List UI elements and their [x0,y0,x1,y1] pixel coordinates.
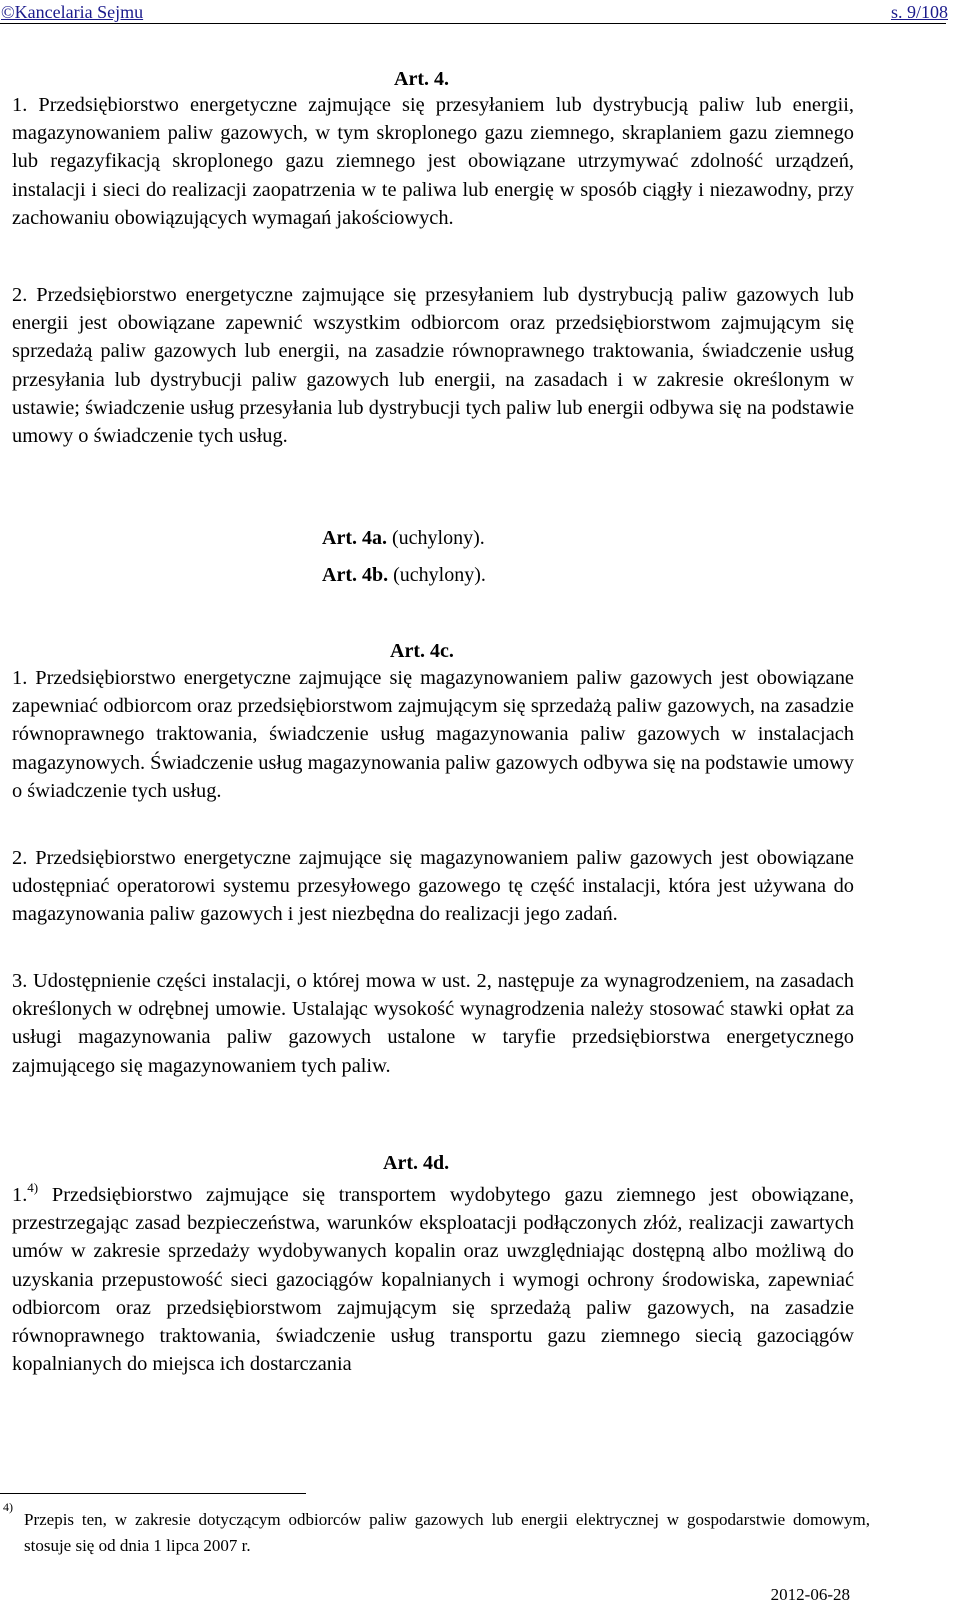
art-4d-title: Art. 4d. [383,1152,450,1174]
header-divider [0,23,946,24]
footnote: 4) Przepis ten, w zakresie dotyczącym odbiorców paliw gazowych lub energii elektrycznej w gospodarstwie domowym, stosuje się od dnia 1 lipca 2007 r. [0,1507,870,1559]
art-4d-paragraph-1 [12,1181,854,1378]
art-4c-title: Art. 4c. [390,640,454,662]
paragraph-text: Przedsiębiorstwo energetyczne zajmujące się przesyłaniem lub dystrybucją paliw lub energii, magazynowaniem paliw gazowych, w tym skroplonego gazu ziemnego, skraplaniem gazu ziemnego lub regazyfikacją skroplonego gazu ziemnego jest obowiązane utrzymywać zdolność urządzeń, instalacji i sieci do realizacji zaopatrzenia w te paliwa lub energię w sposób ciągły i niezawodny, przy zachowaniu obowiązujących wymagań jakościowych. [12,94,854,229]
paragraph-number: 1. [12,94,28,116]
art-4-paragraph-2 [12,281,854,450]
art-4c-paragraph-2 [12,844,854,929]
paragraph-number: 2. [12,284,28,306]
paragraph-number: 1. [12,667,28,689]
article-label: Art. 4b. [322,564,389,586]
paragraph-number: 3. [12,970,28,992]
paragraph-number: 2. [12,847,28,869]
footnote-text: Przepis ten, w zakresie dotyczącym odbiorców paliw gazowych lub energii elektrycznej w gospodarstwie domowym, stosuje się od dnia 1 lipca 2007 r. [24,1510,870,1555]
paragraph-text: Przedsiębiorstwo energetyczne zajmujące się magazynowaniem paliw gazowych jest obowiązane udostępniać operatorowi systemu przesyłowego gazowego tę część instalacji, która jest używana do magazynowania paliw gazowych i jest niezbędna do realizacji jego zadań. [12,847,854,926]
art-4b-title [322,562,486,588]
paragraph-text: Udostępnienie części instalacji, o której mowa w ust. 2, następuje za wynagrodzeniem, na zasadach określonych w odrębnej umowie. Ustalając wysokość wynagrodzenia należy stosować stawki opłat za usługi magazynowania paliw gazowych ustalone w taryfie przedsiębiorstwa energetycznego zajmującego się magazynowaniem tych paliw. [12,970,854,1077]
article-status: (uchylony). [393,564,486,586]
art-4c-paragraph-1 [12,664,854,805]
article-status: (uchylony). [391,527,485,549]
art-4-title: Art. 4. [394,68,449,90]
header-publisher[interactable]: ©Kancelaria Sejmu [1,2,144,22]
art-4a-title [322,525,485,551]
art-4-paragraph-1 [12,91,854,232]
footnote-divider [0,1493,306,1494]
paragraph-text: Przedsiębiorstwo energetyczne zajmujące się magazynowaniem paliw gazowych jest obowiązane zapewniać odbiorcom oraz przedsiębiorstwom zajmującym się sprzedażą paliw gazowych, na zasadzie równoprawnego traktowania, świadczenie usług magazynowania paliw gazowych w instalacjach magazynowych. Świadczenie usług magazynowania paliw gazowych odbywa się na podstawie umowy o świadczenie tych usług. [12,667,854,802]
paragraph-text: Przedsiębiorstwo zajmujące się transportem wydobytego gazu ziemnego jest obowiązane, przestrzegając zasad bezpieczeństwa, warunków eksploatacji podłączonych złóż, realizacji zawartych umów w zakresie sprzedaży wydobywanych kopalin oraz uwzględniając dostępną albo możliwą do uzyskania przepustowość sieci gazociągów kopalnianych i wymogi ochrony środowiska, zapewniać odbiorcom oraz przedsiębiorstwom zajmującym się sprzedażą paliw gazowych, na zasadzie równoprawnego traktowania, świadczenie usług transportu gazu ziemnego siecią gazociągów kopalnianych do miejsca ich dostarczania [12,1184,854,1376]
art-4c-paragraph-3 [12,967,854,1080]
paragraph-number: 1. [12,1184,28,1206]
header-page-number[interactable]: s. 9/108 [890,2,948,22]
article-label: Art. 4a. [322,527,387,549]
page-date: 2012-06-28 [770,1585,850,1604]
footnote-reference[interactable]: 4) [27,1180,39,1195]
paragraph-text: Przedsiębiorstwo energetyczne zajmujące się przesyłaniem lub dystrybucją paliw gazowych lub energii jest obowiązane zapewnić wszystkim odbiorcom oraz przedsiębiorstwom zajmującym się sprzedażą paliw gazowych lub energii, na zasadzie równoprawnego traktowania, świadczenie usług przesyłania lub dystrybucji paliw gazowych lub energii, na zasadach i w zakresie określonym w ustawie; świadczenie usług przesyłania lub dystrybucji tych paliw lub energii odbywa się na podstawie umowy o świadczenie tych usług. [12,284,854,448]
